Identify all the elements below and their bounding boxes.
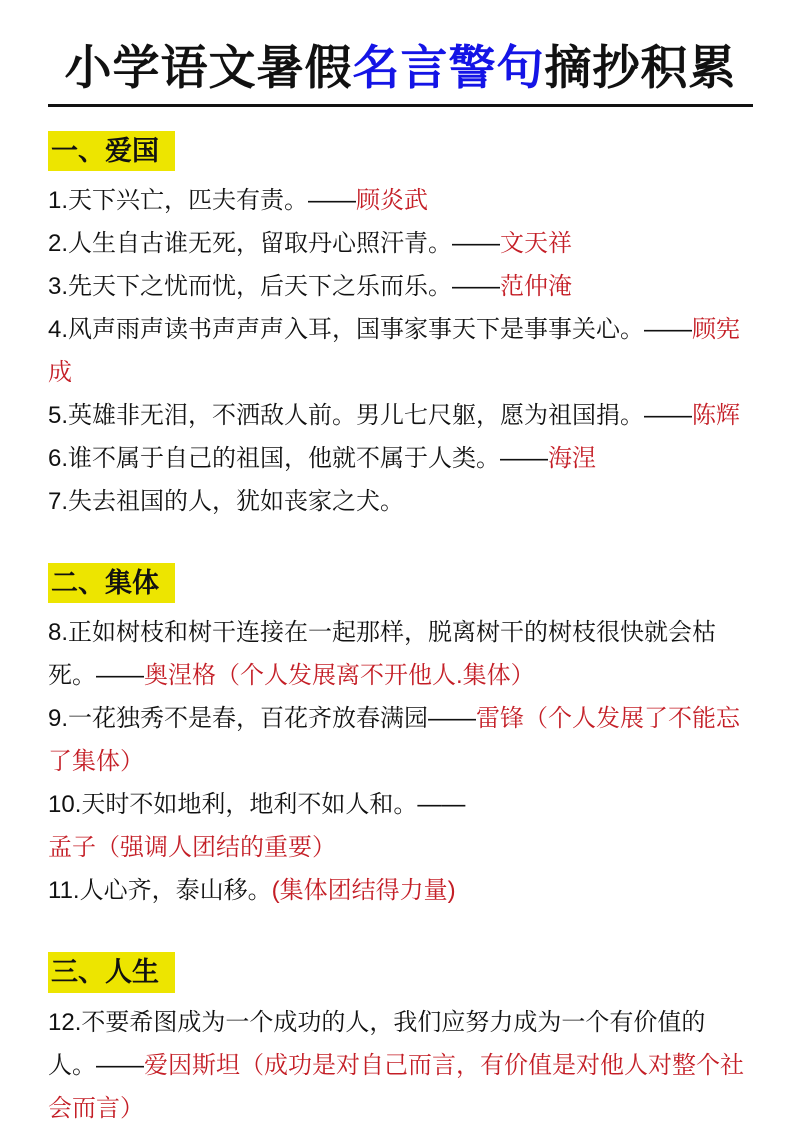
section-2 bbox=[48, 952, 753, 1129]
quote-attribution: 爱因斯坦（成功是对自己而言，有价值是对他人对整个社会而言） bbox=[48, 1051, 744, 1122]
quote-text: 2.人生自古谁无死，留取丹心照汗青。—— bbox=[48, 230, 501, 258]
sections-container bbox=[48, 131, 753, 1130]
quote-text: 10.天时不如地利，地利不如人和。—— bbox=[48, 791, 466, 819]
title-segment-1: 名言警句 bbox=[352, 41, 545, 94]
section-heading: 二、集体 bbox=[48, 563, 175, 603]
title-block bbox=[48, 42, 753, 107]
quote-item bbox=[48, 437, 753, 480]
quote-item bbox=[48, 611, 753, 697]
quote-item bbox=[48, 869, 753, 912]
quote-attribution: 雷锋（个人发展了不能忘了集体） bbox=[48, 705, 741, 776]
quote-attribution: 文天祥 bbox=[500, 230, 573, 258]
quote-text: 12.不要希图成为一个成功的人，我们应努力成为一个有价值的人。—— bbox=[48, 1008, 706, 1079]
quote-item bbox=[48, 265, 753, 308]
quote-attribution: 顾炎武 bbox=[356, 187, 429, 215]
quote-text: 11.人心齐，泰山移。 bbox=[48, 877, 272, 905]
quote-attribution: 海涅 bbox=[548, 445, 597, 473]
quote-text: 3.先天下之忧而忧，后天下之乐而乐。—— bbox=[48, 273, 501, 301]
quote-attribution: 陈辉 bbox=[692, 402, 741, 430]
quote-item bbox=[48, 394, 753, 437]
quote-text: 8.正如树枝和树干连接在一起那样，脱离树干的树枝很快就会枯死。—— bbox=[48, 619, 717, 690]
quote-text: 9.一花独秀不是春，百花齐放春满园—— bbox=[48, 705, 477, 733]
quote-text: 1.天下兴亡，匹夫有责。—— bbox=[48, 187, 357, 215]
quote-text: 6.谁不属于自己的祖国，他就不属于人类。—— bbox=[48, 445, 549, 473]
quote-text: 7.失去祖国的人，犹如丧家之犬。 bbox=[48, 488, 405, 516]
page-title bbox=[48, 42, 753, 95]
quote-attribution: 范仲淹 bbox=[500, 273, 573, 301]
quote-item bbox=[48, 308, 753, 394]
quote-attribution: 孟子（强调人团结的重要） bbox=[48, 834, 336, 862]
quote-item bbox=[48, 1001, 753, 1130]
quote-item bbox=[48, 480, 753, 523]
section-1 bbox=[48, 563, 753, 912]
title-segment-0: 小学语文暑假 bbox=[64, 41, 353, 94]
section-heading: 一、爱国 bbox=[48, 131, 175, 171]
quote-attribution: 顾宪成 bbox=[48, 316, 741, 387]
quote-text: 5.英雄非无泪，不洒敌人前。男儿七尺躯，愿为祖国捐。—— bbox=[48, 402, 693, 430]
quote-item bbox=[48, 179, 753, 222]
quote-attribution: 奥涅格（个人发展离不开他人.集体） bbox=[144, 662, 535, 690]
quote-item bbox=[48, 222, 753, 265]
title-segment-2: 摘抄积累 bbox=[544, 41, 737, 94]
quote-item bbox=[48, 783, 753, 869]
quote-attribution: (集体团结得力量) bbox=[271, 877, 456, 905]
quote-item bbox=[48, 697, 753, 783]
section-heading: 三、人生 bbox=[48, 952, 175, 992]
section-0 bbox=[48, 131, 753, 523]
quote-text: 4.风声雨声读书声声声入耳，国事家事天下是事事关心。—— bbox=[48, 316, 693, 344]
